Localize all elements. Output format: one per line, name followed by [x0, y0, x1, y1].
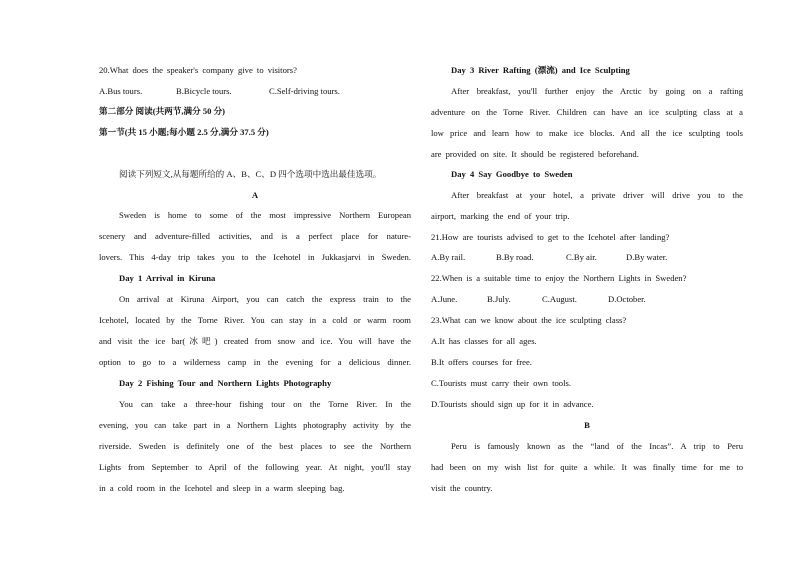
- passage-a-label: A: [251, 190, 259, 200]
- day4-line: airport, marking the end of your trip.: [431, 211, 570, 221]
- question-22-options: [431, 294, 646, 305]
- question-20-options: [99, 86, 340, 97]
- day4-title: Day 4 Say Goodbye to Sweden: [451, 169, 573, 179]
- option-b: B.By road.: [496, 252, 534, 262]
- question-22: 22.When is a suitable time to enjoy the Northern Lights in Sweden?: [431, 273, 687, 283]
- option-d: D.Tourists should sign up for it in advance.: [431, 399, 594, 409]
- intro-line: scenery and adventure-filled activities, and is a perfect place for nature-: [99, 231, 411, 241]
- day2-line: riverside. Sweden is definitely one of the best places to see the Northern: [99, 441, 411, 451]
- intro-line: Sweden is home to some of the most impressive Northern European: [119, 210, 411, 220]
- passage-b-line: had been on my wish list for quite a while. It was finally time for me to: [431, 462, 743, 472]
- day3-line: After breakfast, you'll further enjoy the Arctic by going on a rafting: [451, 86, 743, 96]
- question-21: 21.How are tourists advised to get to the Icehotel after landing?: [431, 232, 670, 242]
- option-b: B.Bicycle tours.: [176, 86, 232, 96]
- section1-heading: 第一节(共 15 小题;每小题 2.5 分,满分 37.5 分): [99, 127, 269, 137]
- option-b: B.It offers courses for free.: [431, 357, 532, 367]
- intro-line: lovers. This 4-day trip takes you to the Icehotel in Jukkasjarvi in Sweden.: [99, 252, 411, 262]
- day1-title: Day 1 Arrival in Kiruna: [119, 273, 216, 283]
- day3-line: adventure on the Torne River. Children can have an ice sculpting class at a: [431, 107, 743, 117]
- option-b: B.July.: [487, 294, 511, 304]
- option-a: A.It has classes for all ages.: [431, 336, 537, 346]
- day1-line: option to go to a wilderness camp in the evening for a delicious dinner.: [99, 357, 411, 367]
- passage-b-line: visit the country.: [431, 483, 493, 493]
- part2-heading: 第二部分 阅读(共两节,满分 50 分): [99, 106, 226, 116]
- question-23: 23.What can we know about the ice sculpting class?: [431, 315, 627, 325]
- option-a: A.Bus tours.: [99, 86, 143, 96]
- option-c: C.August.: [542, 294, 577, 304]
- day2-line: You can take a three-hour fishing tour on the Torne River. In the: [119, 399, 411, 409]
- day4-line: After breakfast at your hotel, a private driver will drive you to the: [451, 190, 743, 200]
- day1-line: and visit the ice bar(冰吧) created from snow and ice. You will have the: [99, 336, 411, 346]
- option-c: C.Self-driving tours.: [269, 86, 340, 96]
- day1-line: On arrival at Kiruna Airport, you can catch the express train to the: [119, 294, 411, 304]
- question-21-options: [431, 252, 667, 263]
- day3-line: low price and learn how to make ice blocks. And all the ice sculpting tools: [431, 128, 743, 138]
- option-a: A.By rail.: [431, 252, 466, 262]
- option-a: A.June.: [431, 294, 458, 304]
- option-c: C.By air.: [566, 252, 597, 262]
- question-20: 20.What does the speaker's company give to visitors?: [99, 65, 297, 75]
- day2-line: evening, you can take part in a Northern Lights photography activity by the: [99, 420, 411, 430]
- day1-line: Icehotel, located by the Torne River. You can stay in a cold or warm room: [99, 315, 411, 325]
- option-c: C.Tourists must carry their own tools.: [431, 378, 571, 388]
- day3-line: are provided on site. It should be registered beforehand.: [431, 149, 639, 159]
- day2-line: Lights from September to April of the following year. At night, you'll stay: [99, 462, 411, 472]
- option-d: D.October.: [608, 294, 646, 304]
- passage-b-label: B: [584, 420, 590, 430]
- option-d: D.By water.: [626, 252, 668, 262]
- day2-line: in a cold room in the Icehotel and sleep in a warm sleeping bag.: [99, 483, 345, 493]
- day2-title: Day 2 Fishing Tour and Northern Lights Photography: [119, 378, 332, 388]
- passage-b-line: Peru is famously known as the “land of the Incas”. A trip to Peru: [451, 441, 743, 451]
- day3-title: Day 3 River Rafting (漂流) and Ice Sculpting: [451, 65, 630, 75]
- instructions: 阅读下列短文,从每题所给的 A、B、C、D 四个选项中选出最佳选项。: [119, 169, 382, 179]
